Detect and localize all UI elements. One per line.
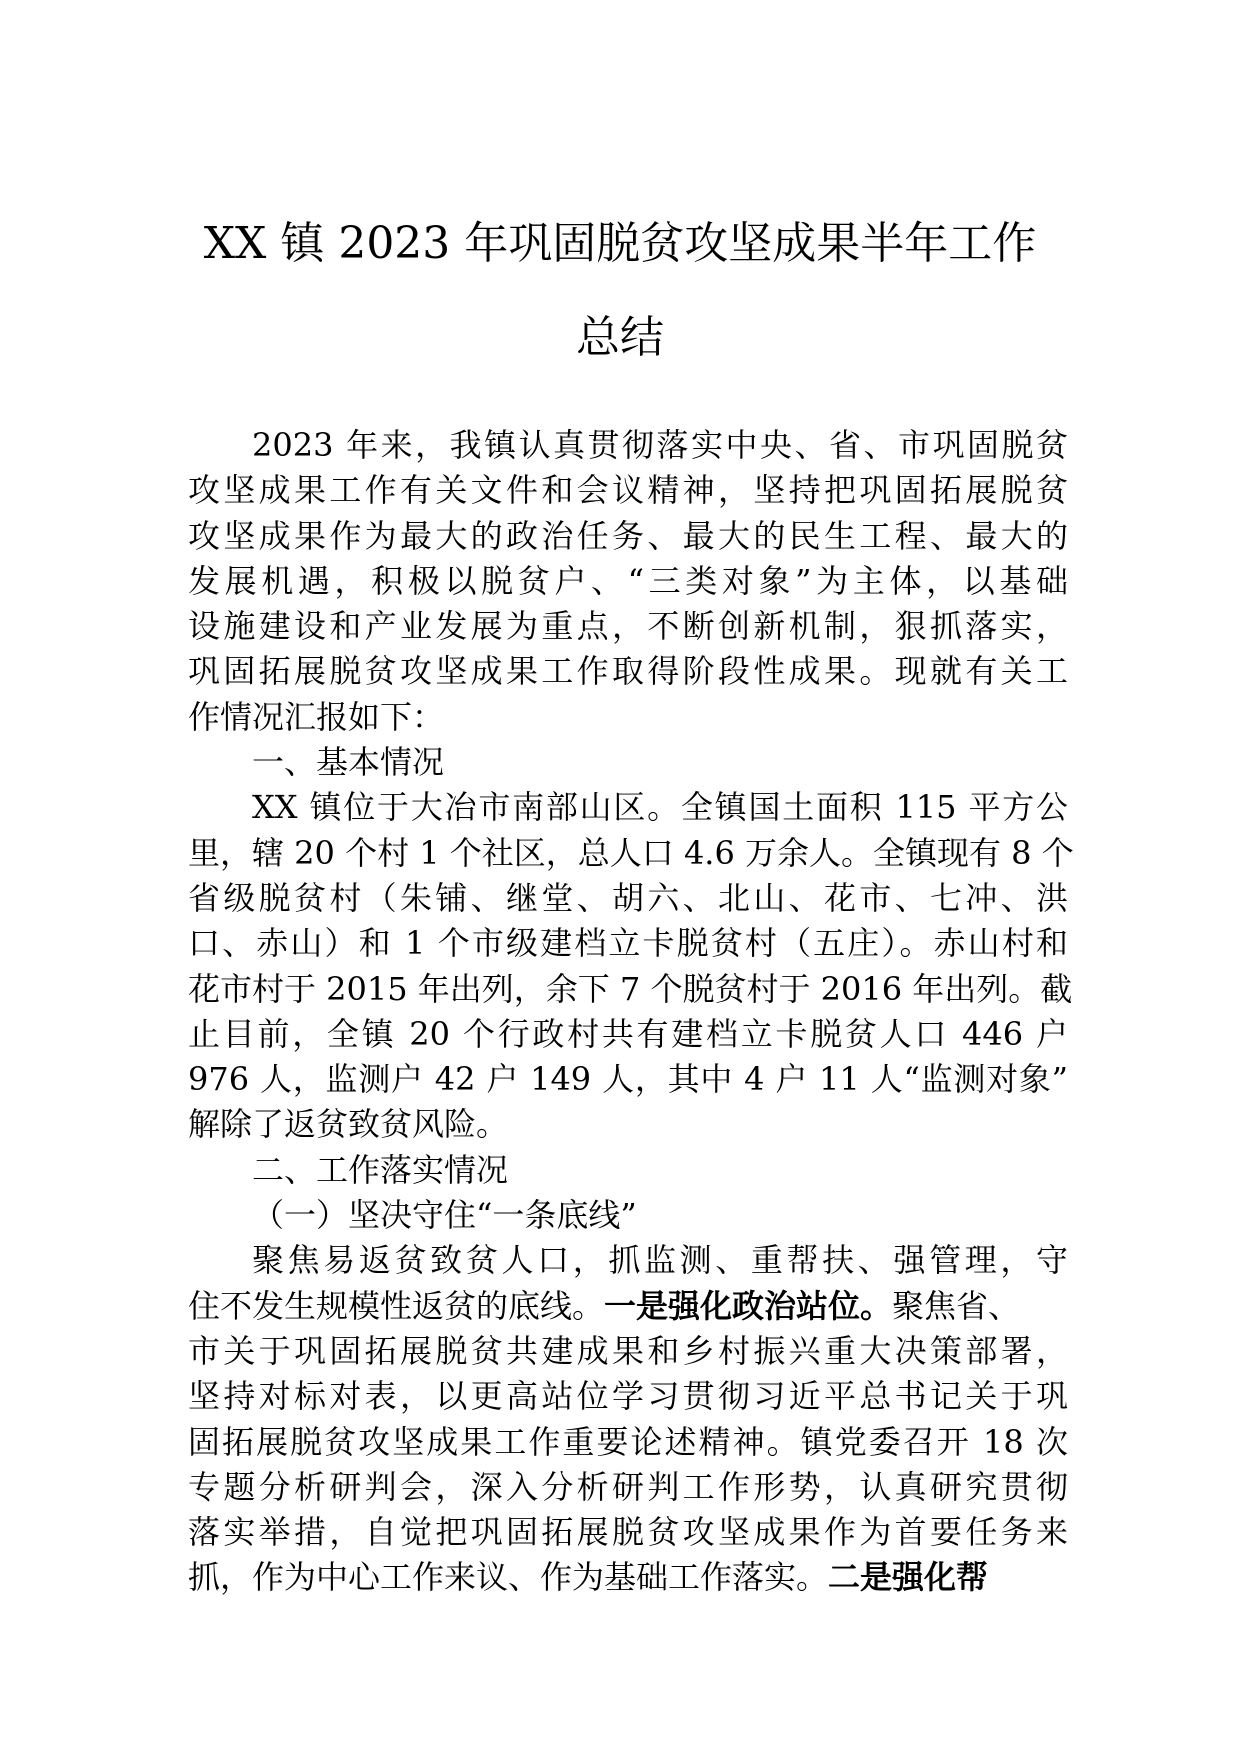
bold-lead-phrase: 二是强化帮 [828, 1558, 989, 1597]
bold-lead-phrase: 一是强化政治站位。 [604, 1286, 893, 1325]
paragraph-line: 发展机遇，积极以脱贫户、“三类对象”为主体，以基础 [188, 561, 1068, 600]
paragraph-line: 设施建设和产业发展为重点，不断创新机制，狠抓落实， [188, 607, 1068, 646]
section-heading: 二、工作落实情况 [252, 1150, 509, 1189]
paragraph-line: 2023 年来，我镇认真贯彻落实中央、省、市巩固脱贫 [252, 426, 1068, 464]
paragraph-line: 解除了返贫致贫风险。 [188, 1105, 509, 1144]
paragraph-line: 聚焦易返贫致贫人口，抓监测、重帮扶、强管理，守 [252, 1241, 1068, 1280]
paragraph-line: 里，辖 20 个村 1 个社区，总人口 4.6 万余人。全镇现有 8 个 [188, 833, 1074, 872]
paragraph-line: 口、赤山）和 1 个市级建档立卡脱贫村（五庄）。赤山村和 [188, 924, 1068, 963]
paragraph-line: 坚持对标对表，以更高站位学习贯彻习近平总书记关于巩 [188, 1377, 1068, 1416]
document-title-line-1: XX 镇 2023 年巩固脱贫攻坚成果半年工作 [203, 218, 1037, 269]
paragraph-line: 市关于巩固拓展脱贫共建成果和乡村振兴重大决策部署， [188, 1331, 1068, 1370]
paragraph-line: 攻坚成果工作有关文件和会议精神，坚持把巩固拓展脱贫 [188, 471, 1068, 510]
paragraph-line: 省级脱贫村（朱铺、继堂、胡六、北山、花市、七冲、洪 [188, 878, 1068, 917]
paragraph-line: 巩固拓展脱贫攻坚成果工作取得阶段性成果。现就有关工 [188, 652, 1068, 691]
paragraph-line: 专题分析研判会，深入分析研判工作形势，认真研究贯彻 [188, 1467, 1068, 1506]
paragraph-line: 花市村于 2015 年出列，余下 7 个脱贫村于 2016 年出列。截 [188, 969, 1073, 1008]
section-heading: 一、基本情况 [252, 743, 445, 782]
paragraph-line: 止目前，全镇 20 个行政村共有建档立卡脱贫人口 446 户 [188, 1014, 1068, 1053]
subsection-heading: （一）坚决守住“一条底线” [252, 1196, 637, 1235]
paragraph-line-mixed [188, 1284, 1068, 1329]
paragraph-line: 固拓展脱贫攻坚成果工作重要论述精神。镇党委召开 18 次 [188, 1422, 1068, 1461]
paragraph-line: 攻坚成果作为最大的政治任务、最大的民生工程、最大的 [188, 516, 1068, 555]
document-title-line-2: 总结 [576, 312, 664, 363]
paragraph-line: 作情况汇报如下： [188, 697, 445, 736]
paragraph-text: 抓，作为中心工作来议、作为基础工作落实。 [188, 1558, 829, 1597]
paragraph-line-mixed [188, 1555, 1068, 1600]
paragraph-text: 住不发生规模性返贫的底线。 [188, 1286, 605, 1325]
paragraph-text: 聚焦省、 [892, 1286, 1021, 1325]
paragraph-line: 落实举措，自觉把巩固拓展脱贫攻坚成果作为首要任务来 [188, 1513, 1068, 1552]
paragraph-line: 976 人，监测户 42 户 149 人，其中 4 户 11 人“监测对象” [188, 1060, 1068, 1099]
document-body [188, 423, 1074, 1601]
paragraph-line: XX 镇位于大冶市南部山区。全镇国土面积 115 平方公 [252, 788, 1068, 827]
